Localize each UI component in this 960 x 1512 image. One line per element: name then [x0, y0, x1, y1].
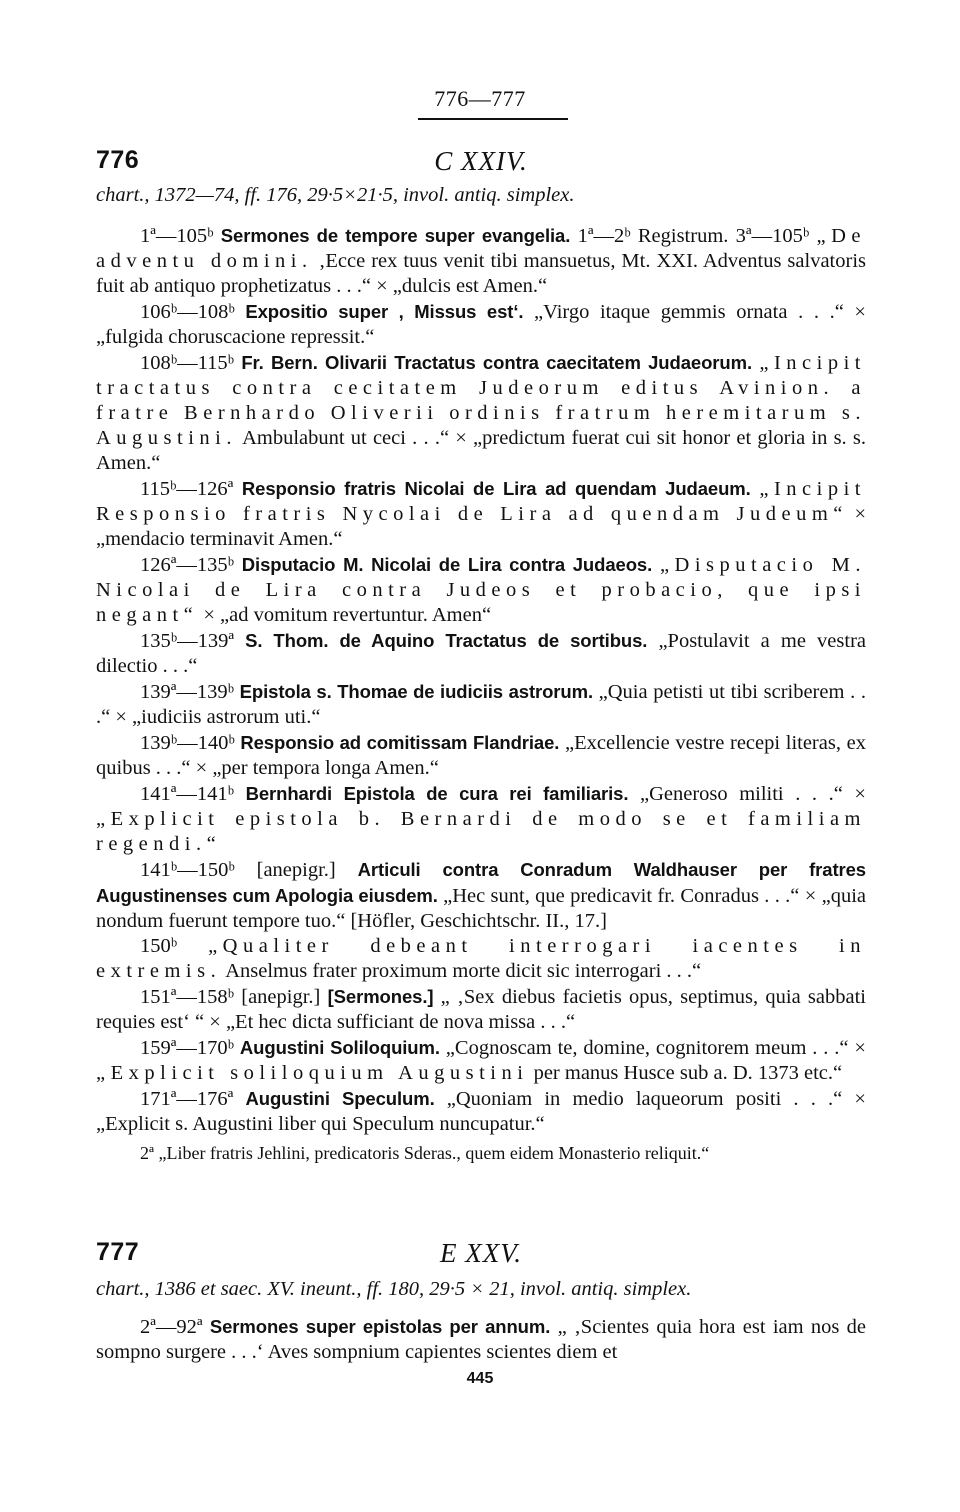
content-item: 139ᵇ—140ᵇ Responsio ad comitissam Flandriae. „Excellencie vestre recepi literas, ex quibus . . .“ × „per tempora longa Amen.“ — [96, 732, 866, 779]
item-title: Augustini Speculum. — [245, 1088, 435, 1109]
content-item: 1ª—105ᵇ Sermones de tempore super evangelia. 1ª—2ᵇ Registrum. 3ª—105ᵇ „De adventu domini. ‚Ecce rex tuus venit tibi mansuetus, Mt. XXI. Adventus salvatoris fuit ab antiquo prophetizatus . . .“ × „dulcis est Amen.“ — [96, 225, 866, 297]
content-item: 108ᵇ—115ᵇ Fr. Bern. Olivarii Tractatus contra caecitatem Judaeorum. „Incipit tractatus contra cecitatem Judeorum editus Avinion. a fratre Bernhardo Oliverii ordinis fratrum heremitarum s. Augustini. Ambulabunt ut ceci . . .“ × „predictum fuerat cui sit honor et gloria in s. s. Amen.“ — [96, 352, 866, 474]
running-head-rule — [418, 118, 568, 120]
item-title: Augustini Soliloquium. — [239, 1037, 440, 1058]
content-item: 159ª—170ᵇ Augustini Soliloquium. „Cognoscam te, domine, cognitorem meum . . .“ × „Explicit soliloquium Augustini per manus Husce sub a. D. 1373 etc.“ — [96, 1037, 866, 1084]
item-title: Bernhardi Epistola de cura rei familiaris. — [245, 783, 629, 804]
content-item: 139ª—139ᵇ Epistola s. Thomae de iudiciis astrorum. „Quia petisti ut tibi scriberem . . .“ × „iudiciis astrorum uti.“ — [96, 681, 866, 728]
entry-signature: C XXIV. — [434, 146, 528, 176]
page-number: 445 — [466, 1370, 494, 1387]
item-title: Disputacio M. Nicolai de Lira contra Judaeos. — [241, 554, 653, 575]
content-item: 151ª—158ᵇ [anepigr.] [Sermones.] „ ‚Sex diebus facietis opus, septimus, quia sabbati requies est‘ “ × „Et hec dicta sufficiant de nova missa . . .“ — [96, 986, 866, 1033]
content-item: 115ᵇ—126ª Responsio fratris Nicolai de Lira ad quendam Judaeum. „Incipit Responsio fratris Nycolai de Lira ad quendam Judeum“ × „mendacio terminavit Amen.“ — [96, 478, 867, 550]
item-title: S. Thom. de Aquino Tractatus de sortibus. — [245, 630, 648, 651]
item-title: Responsio fratris Nicolai de Lira ad quendam Judaeum. — [241, 478, 751, 499]
content-item: 126ª—135ᵇ Disputacio M. Nicolai de Lira contra Judaeos. „Disputacio M. Nicolai de Lira contra Judeos et probacio, que ipsi negant“ × „ad vomitum revertuntur. Amen“ — [96, 554, 866, 626]
content-item: 135ᵇ—139ª S. Thom. de Aquino Tractatus de sortibus. „Postulavit a me vestra dilectio . . .“ — [96, 630, 866, 677]
entry-description: chart., 1386 et saec. XV. ineunt., ff. 180, 29·5 × 21, invol. antiq. simplex. — [96, 1278, 692, 1300]
entry-description: chart., 1372—74, ff. 176, 29·5×21·5, invol. antiq. simplex. — [96, 184, 575, 206]
entry-776-contents — [96, 223, 866, 1165]
item-title: Expositio super , Missus est‘. — [245, 301, 524, 322]
entry-776-heading — [96, 146, 866, 186]
entry-777-contents — [96, 1314, 866, 1365]
item-title: Articuli contra Conradum Waldhauser per fratres Augustinenses cum Apologia eiusdem. — [96, 859, 866, 906]
spaced-incipit: „Explicit epistola b. Bernardi de modo se et familiam regendi.“ — [96, 808, 866, 855]
spaced-incipit: „Disputacio M. Nicolai de Lira contra Judeos et probacio, que ipsi negant“ — [96, 554, 866, 626]
spaced-incipit: „Incipit Responsio fratris Nycolai de Lira ad quendam Judeum“ — [96, 478, 866, 525]
content-item: 150ᵇ „Qualiter debeant interrogari iacentes in extremis. Anselmus frater proximum morte dicit sic interrogari . . .“ — [96, 935, 866, 982]
entry-number: 777 — [96, 1238, 140, 1266]
entry-777-heading — [96, 1238, 866, 1278]
provenance-note: 2ª „Liber fratris Jehlini, predicatoris Sderas., quem eidem Monasterio reliquit.“ — [140, 1143, 710, 1163]
entry-number: 776 — [96, 146, 140, 174]
content-item: 2ª—92ª Sermones super epistolas per annum. „ ‚Scientes quia hora est iam nos de sompno surgere . . .‘ Aves sompnium capientes scientes diem et — [96, 1316, 866, 1363]
entry-signature: E XXV. — [440, 1238, 522, 1268]
content-item: 141ᵇ—150ᵇ [anepigr.] Articuli contra Conradum Waldhauser per fratres Augustinenses cum Apologia eiusdem. „Hec sunt, que predicavit fr. Conradus . . .“ × „quia nondum fuerunt tempore tuo.“ [Höfler, Geschichtschr. II., 17.] — [96, 859, 866, 932]
item-title: [Sermones.] — [327, 986, 434, 1007]
running-head: 776—777 — [434, 86, 526, 111]
content-item: 141ª—141ᵇ Bernhardi Epistola de cura rei familiaris. „Generoso militi . . .“ × „Explicit epistola b. Bernardi de modo se et familiam regendi.“ — [96, 783, 866, 855]
item-title: Responsio ad comitissam Flandriae. — [240, 732, 560, 753]
spaced-incipit: „Qualiter debeant interrogari iacentes in extremis. — [96, 935, 866, 982]
item-title: Sermones de tempore super evangelia. — [220, 225, 571, 246]
spaced-incipit: „Incipit tractatus contra cecitatem Judeorum editus Avinion. a fratre Bernhardo Oliverii ordinis fratrum heremitarum s. Augustini. — [96, 352, 866, 449]
content-item: 106ᵇ—108ᵇ Expositio super , Missus est‘. „Virgo itaque gemmis ornata . . .“ × „fulgida choruscacione repressit.“ — [96, 301, 866, 348]
item-title: Fr. Bern. Olivarii Tractatus contra caecitatem Judaeorum. — [241, 352, 752, 373]
content-item: 171ª—176ª Augustini Speculum. „Quoniam in medio laqueorum positi . . .“ × „Explicit s. Augustini liber qui Speculum nuncupatur.“ — [96, 1088, 866, 1135]
item-title: Epistola s. Thomae de iudiciis astrorum. — [239, 681, 593, 702]
spaced-incipit: „De adventu domini. — [96, 225, 866, 272]
spaced-incipit: „Explicit soliloquium Augustini — [96, 1062, 529, 1084]
item-title: Sermones super epistolas per annum. — [209, 1316, 551, 1337]
